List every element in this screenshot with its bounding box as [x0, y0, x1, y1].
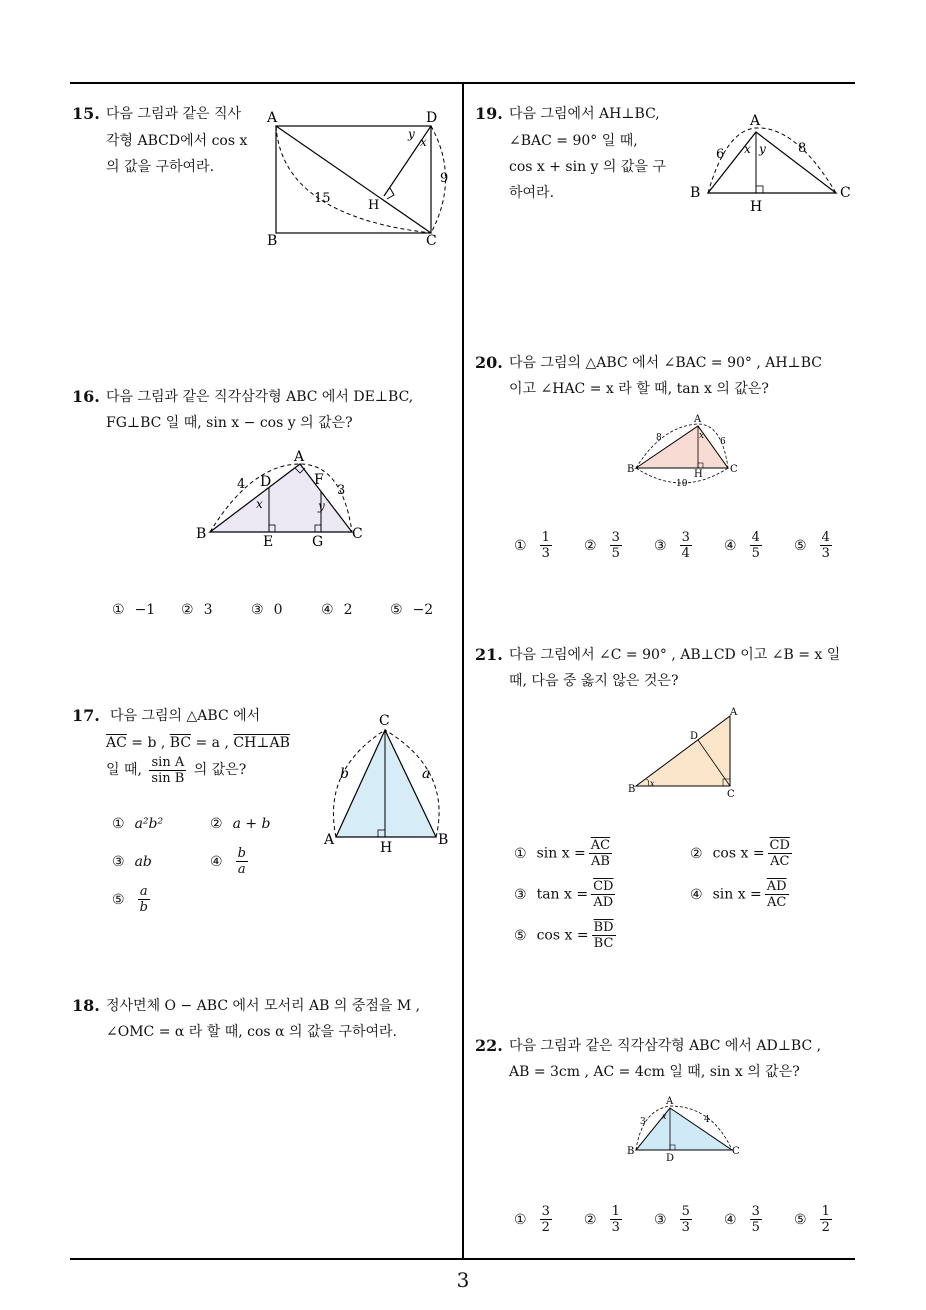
question-number: 15. [72, 104, 100, 123]
label-H: H [380, 840, 393, 856]
label-4: 4 [237, 477, 246, 492]
label-x: x [744, 142, 751, 156]
label-A: A [694, 414, 702, 425]
question-number: 20. [475, 353, 503, 372]
label-B: B [267, 233, 278, 249]
label-6: 6 [716, 147, 725, 162]
choice-3[interactable]: ③ tan x = $\frac{\overline{CD}}{AD}$ [514, 879, 614, 910]
label-D: D [666, 1153, 675, 1164]
bottom-rule [70, 1258, 855, 1260]
choice-2[interactable]: ② $\frac{1}{3}$ [584, 1204, 620, 1235]
label-A: A [324, 832, 335, 848]
label-x: x [420, 135, 427, 149]
label-G: G [312, 534, 324, 550]
question-text-line: cos x + sin y 의 값을 구 [509, 159, 666, 175]
question-text-line: 때, 다음 중 옳지 않은 것은? [509, 673, 679, 689]
label-B: B [196, 526, 207, 542]
choice-1[interactable]: ① sin x = $\frac{\overline{AC}}{AB}$ [514, 838, 611, 869]
page-number: 3 [456, 1268, 470, 1292]
label-4: 4 [704, 1115, 710, 1125]
label-B: B [438, 832, 449, 848]
label-A: A [267, 110, 278, 126]
choice-2[interactable]: ② a + b [210, 816, 271, 832]
label-C: C [379, 713, 390, 729]
label-C: C [730, 464, 738, 475]
label-8: 8 [798, 141, 807, 156]
choice-5[interactable]: ⑤ $\frac{4}{3}$ [794, 530, 830, 561]
question-text-line: AB = 3cm , AC = 4cm 일 때, sin x 의 값은? [509, 1064, 800, 1080]
choice-1[interactable]: ① a²b² [112, 816, 164, 832]
choice-4[interactable]: ④ $\frac{b}{a}$ [210, 846, 246, 877]
question-number: 21. [475, 645, 503, 664]
choice-5[interactable]: ⑤ −2 [390, 602, 434, 618]
label-3: 3 [337, 483, 346, 498]
label-3: 3 [640, 1117, 646, 1127]
label-B: B [628, 784, 636, 795]
label-x: x [662, 1112, 667, 1121]
label-10: 10 [676, 479, 688, 489]
question-text-line: 이고 ∠HAC = x 라 할 때, tan x 의 값은? [509, 381, 769, 397]
choice-4[interactable]: ④ $\frac{3}{5}$ [724, 1204, 760, 1235]
choice-2[interactable]: ② $\frac{3}{5}$ [584, 530, 620, 561]
label-C: C [426, 233, 437, 249]
label-A: A [666, 1096, 674, 1107]
triangle-diagram [622, 702, 748, 802]
question-text-line: 다음 그림과 같은 직각삼각형 ABC 에서 DE⊥BC, [106, 389, 414, 405]
label-a: a [422, 766, 431, 782]
choice-3[interactable]: ③ $\frac{3}{4}$ [654, 530, 690, 561]
label-C: C [840, 185, 851, 201]
rectangle-diagram [262, 106, 462, 251]
label-x: x [650, 779, 655, 788]
question-text-line: 다음 그림에서 ∠C = 90° , AB⊥CD 이고 ∠B = x 일 [509, 647, 841, 663]
label-C: C [352, 526, 363, 542]
label-x: x [699, 431, 705, 441]
label-H: H [368, 198, 380, 213]
choice-5[interactable]: ⑤ $\frac{a}{b}$ [112, 884, 148, 915]
label-F: F [314, 472, 324, 488]
label-B: B [690, 185, 701, 201]
label-D: D [690, 731, 699, 742]
question-text-line: FG⊥BC 일 때, sin x − cos y 의 값은? [106, 415, 353, 431]
triangle-diagram [322, 710, 457, 858]
triangle-diagram [622, 410, 748, 490]
label-D: D [260, 474, 272, 490]
triangle-diagram [192, 446, 372, 550]
question-text-line: 하여라. [509, 185, 555, 201]
question-text-line: ∠OMC = α 라 할 때, cos α 의 값을 구하여라. [106, 1024, 397, 1040]
choice-4[interactable]: ④ sin x = $\frac{\overline{AD}}{AC}$ [690, 879, 787, 910]
question-number: 16. [72, 387, 100, 406]
choice-3[interactable]: ③ ab [112, 854, 152, 870]
choice-1[interactable]: ① $\frac{1}{3}$ [514, 530, 550, 561]
choice-4[interactable]: ④ $\frac{4}{5}$ [724, 530, 760, 561]
question-number: 18. [72, 996, 100, 1015]
triangle-diagram [686, 110, 858, 218]
choice-1[interactable]: ① $\frac{3}{2}$ [514, 1204, 550, 1235]
label-y: y [408, 127, 415, 141]
question-text-line: 각형 ABCD에서 cos x [106, 133, 248, 149]
question-number: 19. [475, 104, 503, 123]
fraction: $\frac{\text{sin A}}{\text{sin B}}$ [151, 754, 185, 786]
label-A: A [750, 113, 761, 129]
column-divider [462, 82, 464, 1260]
question-number: 22. [475, 1036, 503, 1055]
choice-2[interactable]: ② 3 [181, 602, 213, 618]
choice-2[interactable]: ② cos x = $\frac{\overline{CD}}{AC}$ [690, 838, 790, 869]
label-H: H [694, 469, 703, 480]
label-H: H [750, 199, 763, 215]
label-D: D [426, 110, 438, 126]
label-E: E [263, 534, 274, 550]
label-C: C [732, 1146, 740, 1157]
choice-4[interactable]: ④ 2 [321, 602, 353, 618]
question-text-line: ∠BAC = 90° 일 때, [509, 133, 638, 149]
question-number: 17. [72, 706, 100, 725]
question-text-line: 다음 그림과 같은 직사 [106, 106, 242, 122]
question-text-line: 의 값을 구하여라. [106, 159, 215, 175]
label-x: x [256, 497, 263, 511]
label-y: y [759, 142, 766, 156]
question-text-line: 일 때, $\frac{\text{sin A}}{\text{sin B}}$ 의 값은? [106, 754, 247, 786]
label-b: b [340, 766, 349, 782]
label-9: 9 [440, 171, 449, 186]
question-text-line: 정사면체 O − ABC 에서 모서리 AB 의 중점을 M , [106, 998, 421, 1014]
choice-3[interactable]: ③ 0 [251, 602, 283, 618]
label-y: y [318, 499, 325, 513]
triangle-diagram [622, 1092, 748, 1172]
label-15: 15 [314, 191, 331, 206]
label-8: 8 [656, 433, 662, 443]
question-text-line: 다음 그림과 같은 직각삼각형 ABC 에서 AD⊥BC , [509, 1038, 822, 1054]
label-B: B [627, 1146, 635, 1157]
label-C: C [727, 789, 735, 800]
label-A: A [730, 707, 738, 718]
label-B: B [627, 464, 635, 475]
question-text-line: $\overline{AC} = b$ , $\overline{BC} = a$ , CH⊥AB [106, 735, 290, 751]
choice-1[interactable]: ① −1 [112, 602, 156, 618]
label-6: 6 [720, 437, 726, 447]
choice-5[interactable]: ⑤ cos x = $\frac{\overline{BD}}{BC}$ [514, 920, 614, 951]
question-text-line: 다음 그림에서 AH⊥BC, [509, 106, 660, 122]
question-text-line: 다음 그림의 △ABC 에서 ∠BAC = 90° , AH⊥BC [509, 355, 822, 371]
choice-3[interactable]: ③ $\frac{5}{3}$ [654, 1204, 690, 1235]
question-text-line: 다음 그림의 △ABC 에서 [110, 708, 261, 724]
choice-5[interactable]: ⑤ $\frac{1}{2}$ [794, 1204, 830, 1235]
label-A: A [294, 449, 305, 465]
